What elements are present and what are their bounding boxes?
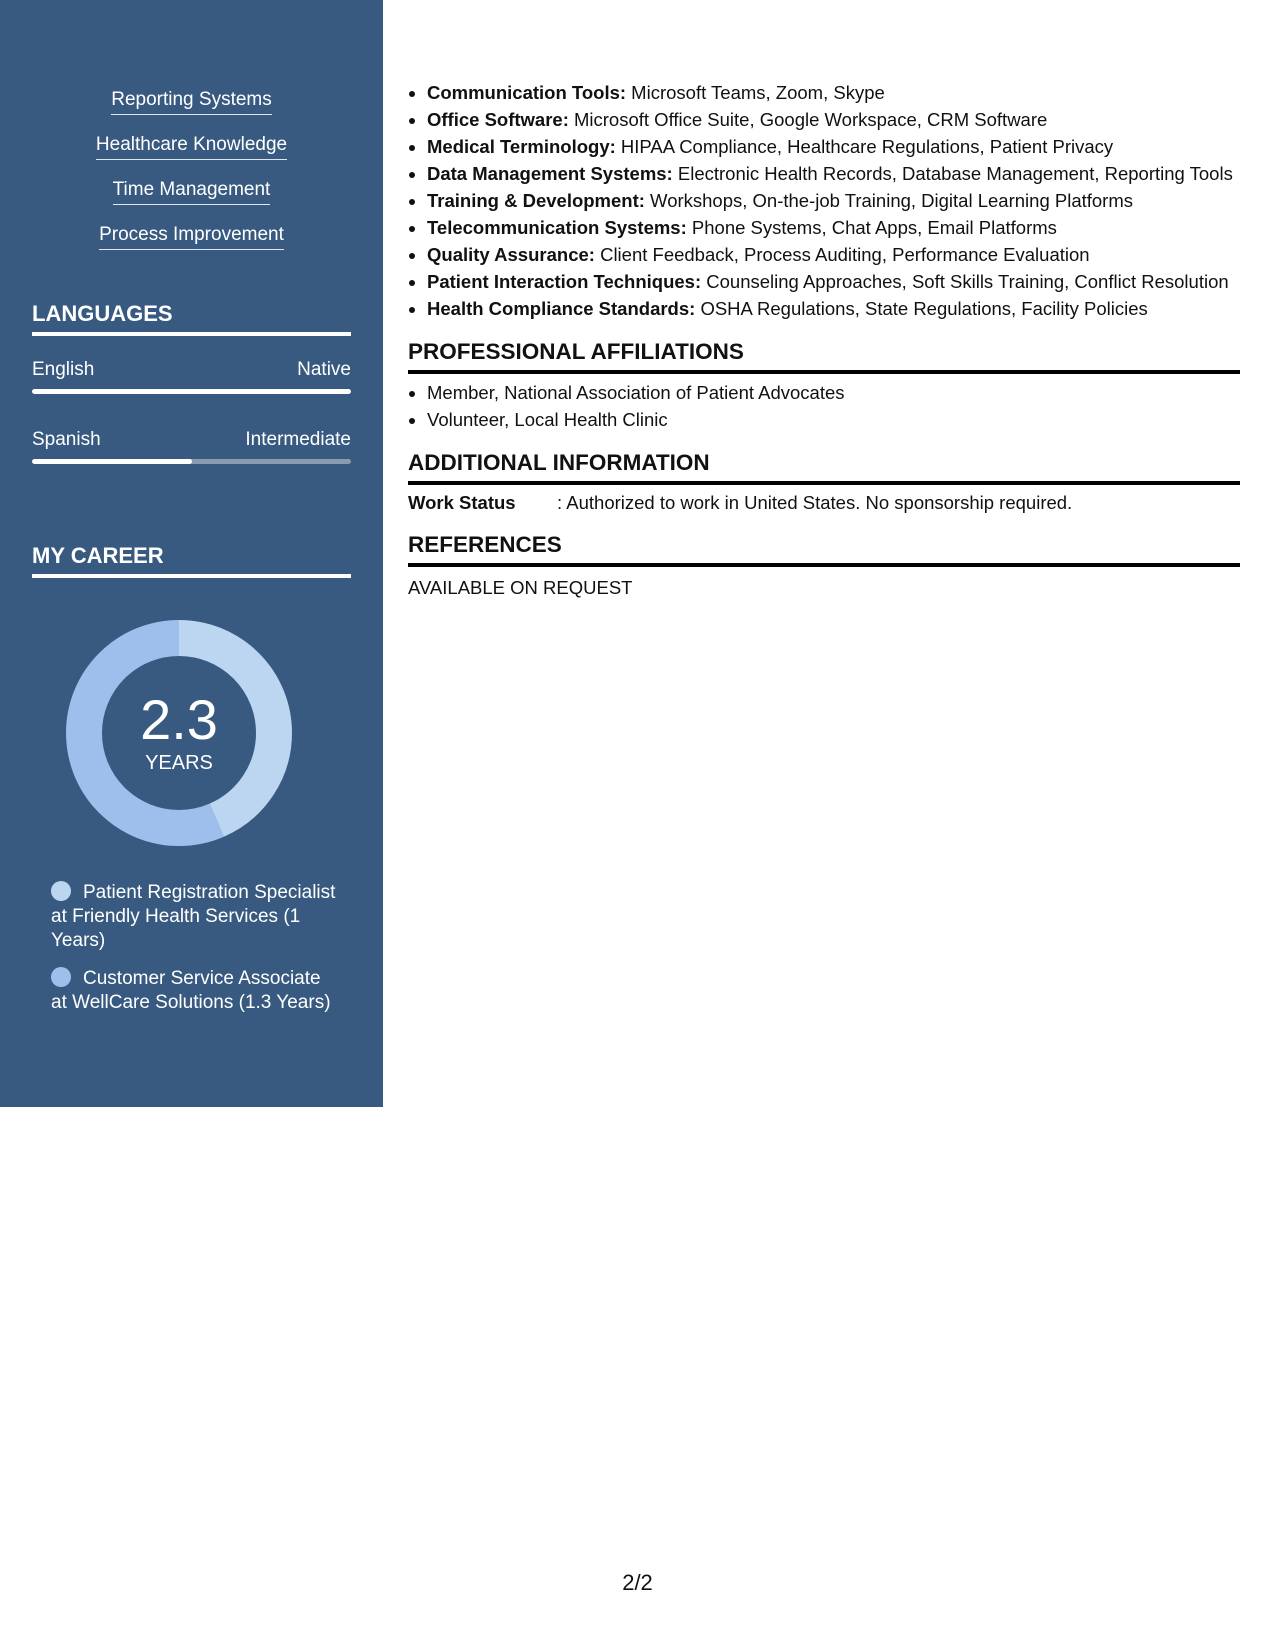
list-item: • Patient Interaction Techniques: Counseling Approaches, Soft Skills Training, Conflict Resolution: [427, 268, 1267, 295]
skill-tag: Time Management: [0, 178, 383, 205]
list-item: • Volunteer, Local Health Clinic: [427, 406, 845, 433]
language-name: Spanish: [32, 429, 101, 450]
language-row: [32, 428, 351, 452]
language-proficiency-fill: [32, 389, 351, 394]
work-status-label: Work Status: [408, 492, 516, 513]
skill-tag: Reporting Systems: [0, 88, 383, 115]
skill-tag: Healthcare Knowledge: [0, 133, 383, 160]
language-proficiency-bar: [32, 459, 351, 464]
references-text: AVAILABLE ON REQUEST: [408, 577, 633, 598]
career-legend-item: Patient Registration Specialist at Friendly Health Services (1 Years): [51, 882, 336, 951]
list-item: • Office Software: Microsoft Office Suite, Google Workspace, CRM Software: [427, 106, 1267, 133]
language-proficiency-fill: [32, 459, 192, 464]
language-row: [32, 358, 351, 382]
career-total: [66, 620, 292, 846]
career-total-value: 2.3: [140, 688, 218, 751]
list-item: • Communication Tools: Microsoft Teams, Zoom, Skype: [427, 79, 1267, 106]
language-level: Intermediate: [245, 429, 351, 450]
list-item: • Medical Terminology: HIPAA Compliance, Healthcare Regulations, Patient Privacy: [427, 133, 1267, 160]
language-level: Native: [297, 359, 351, 380]
legend-dot-icon: [51, 881, 71, 901]
career-legend-item: Customer Service Associate at WellCare Solutions (1.3 Years): [51, 968, 331, 1013]
career-total-unit: YEARS: [145, 752, 213, 774]
language-proficiency-bar: [32, 389, 351, 394]
list-item: • Member, National Association of Patient Advocates: [427, 379, 845, 406]
affiliations-heading: PROFESSIONAL AFFILIATIONS: [408, 338, 1240, 374]
languages-heading: LANGUAGES: [32, 300, 351, 336]
list-item: • Telecommunication Systems: Phone Systems, Chat Apps, Email Platforms: [427, 214, 1267, 241]
sidebar: [0, 0, 383, 1107]
legend-dot-icon: [51, 967, 71, 987]
work-status-value: : Authorized to work in United States. No sponsorship required.: [557, 492, 1073, 513]
technical-skills-list: [408, 79, 1267, 322]
references-heading: REFERENCES: [408, 531, 1240, 567]
career-heading: MY CAREER: [32, 542, 351, 578]
list-item: • Health Compliance Standards: OSHA Regulations, State Regulations, Facility Policies: [427, 295, 1267, 322]
language-name: English: [32, 359, 95, 380]
page-number: 2/2: [622, 1570, 653, 1595]
list-item: • Data Management Systems: Electronic Health Records, Database Management, Reporting Tools: [427, 160, 1267, 187]
additional-info-heading: ADDITIONAL INFORMATION: [408, 449, 1240, 485]
list-item: • Training & Development: Workshops, On-the-job Training, Digital Learning Platforms: [427, 187, 1267, 214]
list-item: • Quality Assurance: Client Feedback, Process Auditing, Performance Evaluation: [427, 241, 1267, 268]
skill-tag: Process Improvement: [0, 223, 383, 250]
affiliations-list: [408, 379, 845, 433]
